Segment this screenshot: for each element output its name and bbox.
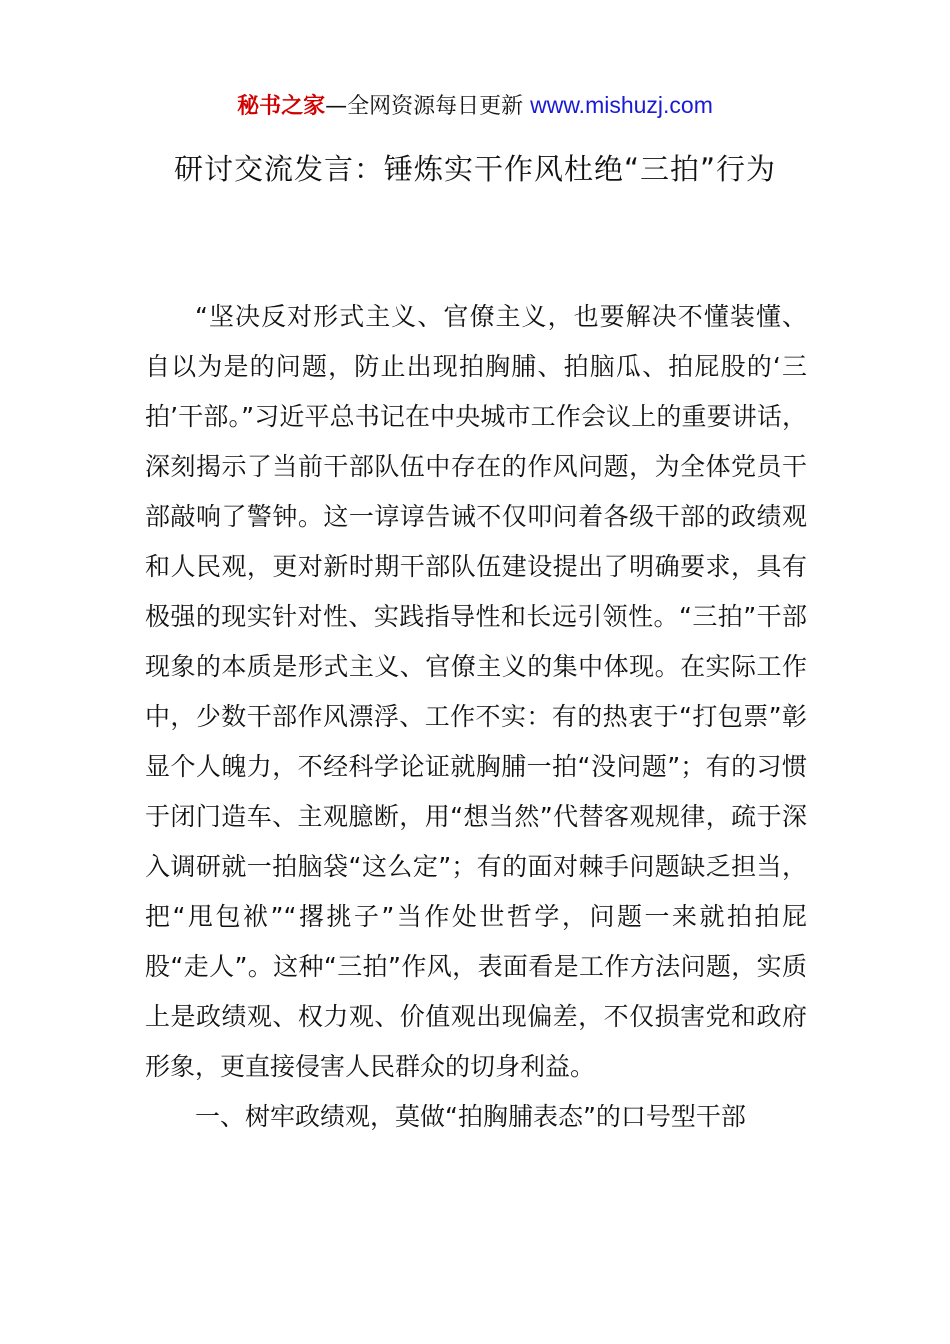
site-url[interactable]: www.mishuzj.com xyxy=(530,92,713,118)
paragraph: “坚决反对形式主义、官僚主义，也要解决不懂装懂、自以为是的问题，防止出现拍胸脯、拍脑瓜、拍屁股的‘三拍’干部。”习近平总书记在中央城市工作会议上的重要讲话，深刻揭示了当前干部队伍中存在的作风问题，为全体党员干部敲响了警钟。这一谆谆告诫不仅叩问着各级干部的政绩观和人民观，更对新时期干部队伍建设提出了明确要求，具有极强的现实针对性、实践指导性和长远引领性。“三拍”干部现象的本质是形式主义、官僚主义的集中体现。在实际工作中，少数干部作风漂浮、工作不实：有的热衷于“打包票”彰显个人魄力，不经科学论证就胸脯一拍“没问题”；有的习惯于闭门造车、主观臆断，用“想当然”代替客观规律，疏于深入调研就一拍脑袋“这么定”；有的面对棘手问题缺乏担当，把“甩包袱”“撂挑子”当作处世哲学，问题一来就拍拍屁股“走人”。这种“三拍”作风，表面看是工作方法问题，实质上是政绩观、权力观、价值观出现偏差，不仅损害党和政府形象，更直接侵害人民群众的切身利益。 xyxy=(145,302,807,1081)
site-brand: 秘书之家 xyxy=(237,94,326,119)
document-body xyxy=(145,292,807,1142)
section-heading: 一、树牢政绩观，莫做“拍胸脯表态”的口号型干部 xyxy=(195,1102,746,1131)
site-tagline: —全网资源每日更新 xyxy=(325,94,524,119)
site-header xyxy=(0,88,950,124)
document-title: 研讨交流发言：锤炼实干作风杜绝“三拍”行为 xyxy=(173,152,777,186)
